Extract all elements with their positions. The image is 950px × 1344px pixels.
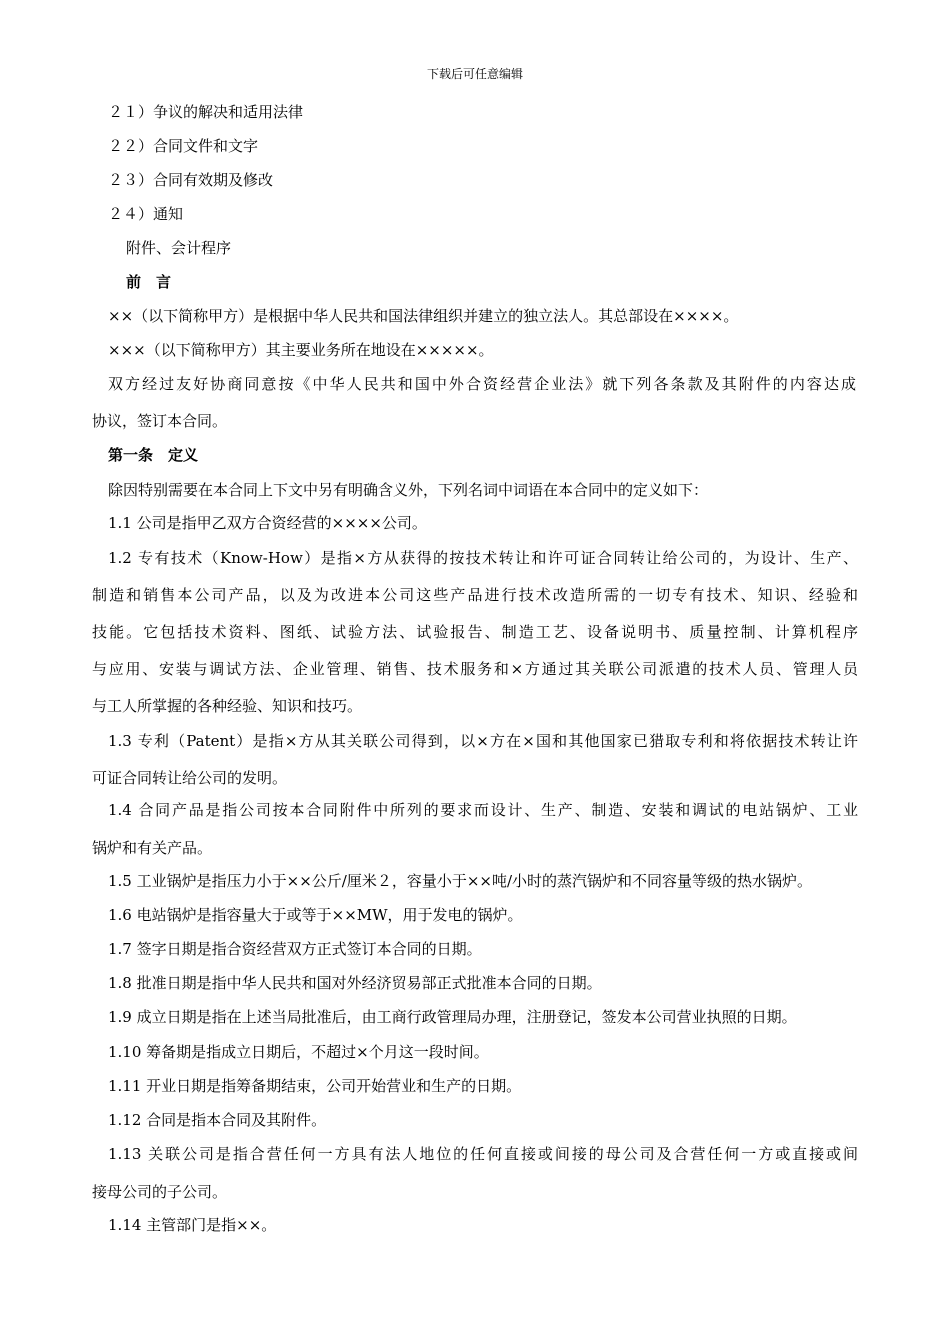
definition-1-1: 1.1 公司是指甲乙双方合资经营的××××公司。 (108, 514, 427, 532)
toc-item: ２１）争议的解决和适用法律 (108, 103, 304, 121)
definition-1-2-cont: 技能。它包括技术资料、图纸、试验方法、试验报告、制造工艺、设备说明书、质量控制、计算机程序 (92, 623, 858, 641)
article-1-title: 第一条 定义 (108, 446, 199, 464)
definition-1-5: 1.5 工业锅炉是指压力小于××公斤/厘米２，容量小于××吨/小时的蒸汽锅炉和不同容量等级的热水锅炉。 (108, 872, 813, 890)
definition-1-2-cont: 制造和销售本公司产品，以及为改进本公司这些产品进行技术改造所需的一切专有技术、知识、经验和 (92, 586, 858, 604)
preface-title: 前 言 (126, 273, 172, 291)
toc-item: ２２）合同文件和文字 (108, 137, 259, 155)
article-1-intro: 除因特别需要在本合同上下文中另有明确含义外，下列名词中词语在本合同中的定义如下： (108, 481, 709, 499)
definition-1-2: 1.2 专有技术（Know-How）是指×方从获得的按技术转让和许可证合同转让给公司的，为设计、生产、 (108, 549, 858, 567)
definition-1-2-cont: 与应用、安装与调试方法、企业管理、销售、技术服务和×方通过其关联公司派遣的技术人员、管理人员 (92, 660, 858, 678)
definition-1-3-cont: 可证合同转让给公司的发明。 (92, 769, 288, 787)
definition-1-7: 1.7 签字日期是指合资经营双方正式签订本合同的日期。 (108, 940, 482, 958)
definition-1-13: 1.13 关联公司是指合营任何一方具有法人地位的任何直接或间接的母公司及合营任何一方或直接或间 (108, 1145, 858, 1163)
definition-1-2-cont: 与工人所掌握的各种经验、知识和技巧。 (92, 697, 363, 715)
toc-item: 附件、会计程序 (126, 239, 232, 257)
definition-1-10: 1.10 筹备期是指成立日期后，不超过×个月这一段时间。 (108, 1043, 489, 1061)
preface-paragraph: 双方经过友好协商同意按《中华人民共和国中外合资经营企业法》就下列各条款及其附件的内容达成 (108, 375, 856, 393)
definition-1-12: 1.12 合同是指本合同及其附件。 (108, 1111, 327, 1129)
preface-paragraph: ××（以下简称甲方）是根据中华人民共和国法律组织并建立的独立法人。其总部设在××××。 (108, 307, 739, 325)
definition-1-4: 1.4 合同产品是指公司按本合同附件中所列的要求而设计、生产、制造、安装和调试的电站锅炉、工业 (108, 801, 858, 819)
definition-1-14: 1.14 主管部门是指××。 (108, 1216, 277, 1234)
definition-1-6: 1.6 电站锅炉是指容量大于或等于××MW，用于发电的锅炉。 (108, 906, 523, 924)
definition-1-4-cont: 锅炉和有关产品。 (92, 839, 213, 857)
definition-1-9: 1.9 成立日期是指在上述当局批准后，由工商行政管理局办理，注册登记，签发本公司营业执照的日期。 (108, 1008, 797, 1026)
definition-1-13-cont: 接母公司的子公司。 (92, 1183, 228, 1201)
toc-item: ２４）通知 (108, 205, 184, 223)
definition-1-8: 1.8 批准日期是指中华人民共和国对外经济贸易部正式批准本合同的日期。 (108, 974, 602, 992)
page-header: 下载后可任意编辑 (426, 67, 523, 81)
definition-1-3: 1.3 专利（Patent）是指×方从其关联公司得到，以×方在×国和其他国家已猎取专利和将依据技术转让许 (108, 732, 858, 750)
preface-paragraph: ×××（以下简称甲方）其主要业务所在地设在×××××。 (108, 341, 494, 359)
preface-paragraph-cont: 协议，签订本合同。 (92, 412, 228, 430)
toc-item: ２３）合同有效期及修改 (108, 171, 274, 189)
definition-1-11: 1.11 开业日期是指筹备期结束，公司开始营业和生产的日期。 (108, 1077, 522, 1095)
